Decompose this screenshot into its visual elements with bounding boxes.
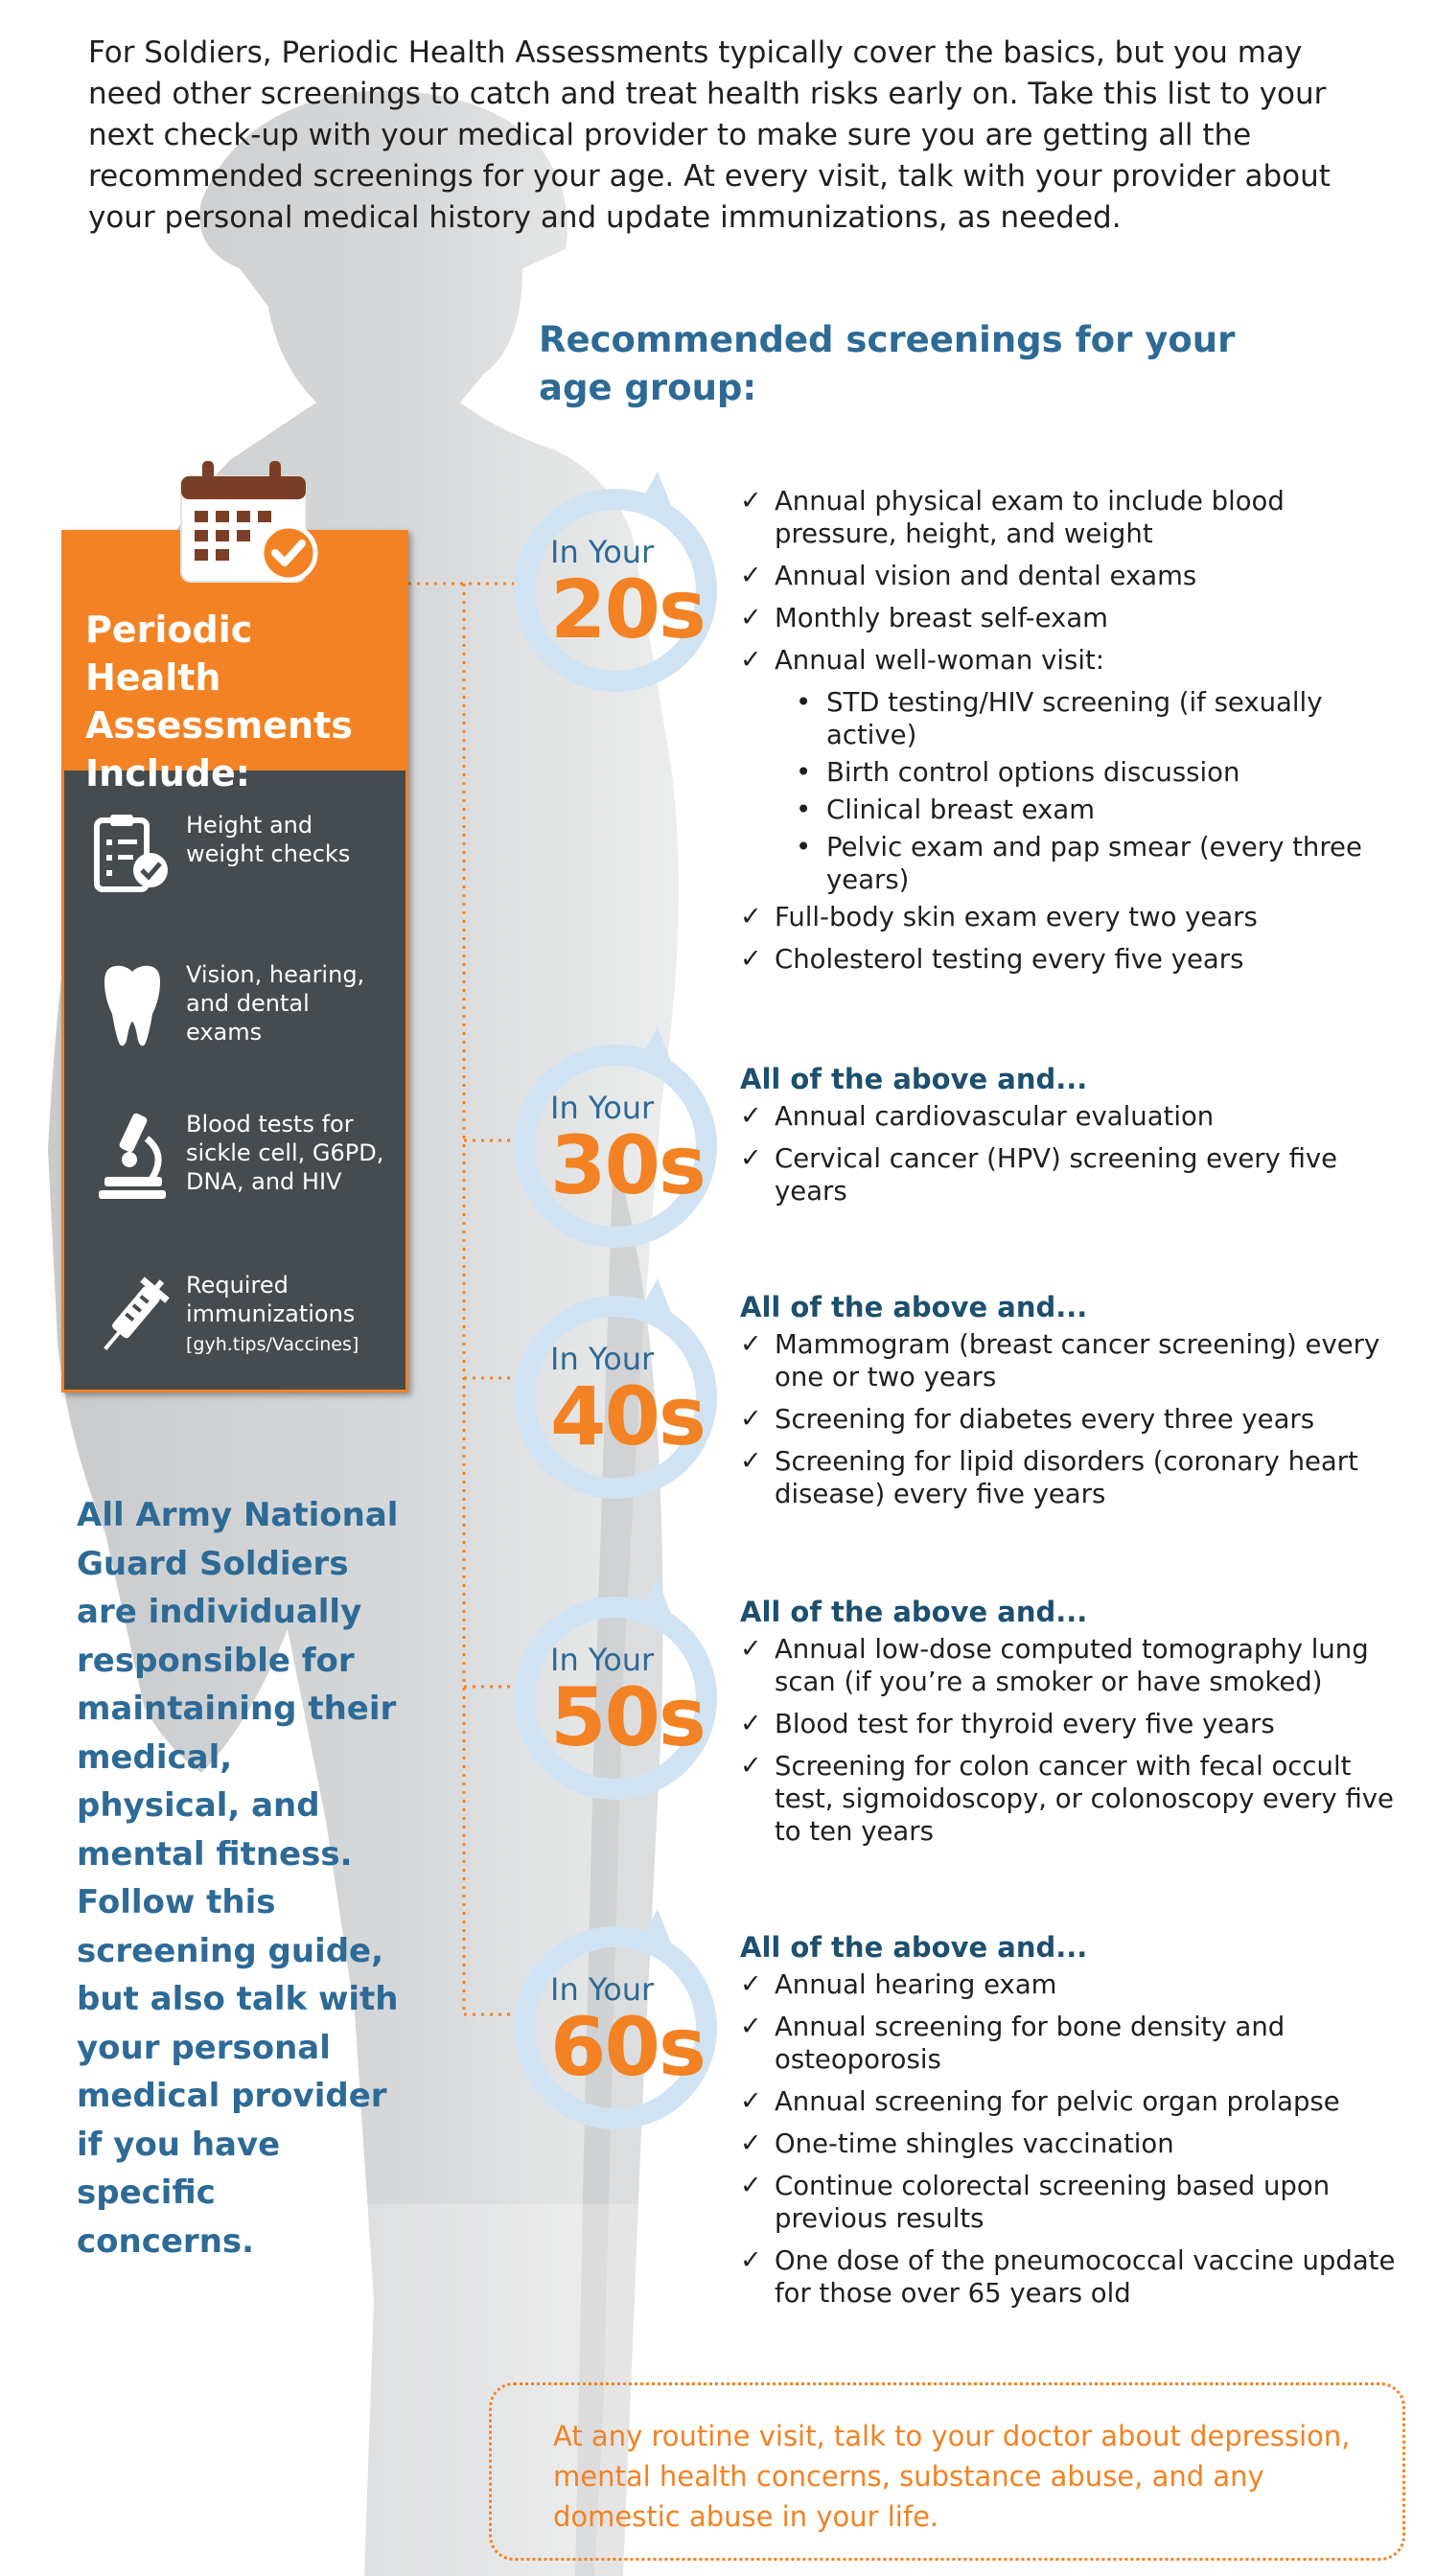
sub-list-item-text: STD testing/HIV screening (if sexually active) [826,687,1323,750]
list-item [740,644,1411,677]
list-item [740,1403,1411,1436]
list-item-text: Annual hearing exam [775,1969,1057,2000]
list-item-text: One dose of the pneumococcal vaccine update for those over 65 years old [775,2245,1396,2309]
list-item [740,2085,1411,2118]
list-item [740,2244,1411,2310]
sub-list-item-text: Birth control options discussion [826,757,1240,788]
pha-item [85,1271,392,1386]
list-item [740,1142,1411,1208]
list-header: All of the above and... [740,1291,1088,1323]
screening-list-30s [740,1058,1411,1217]
list-item-text: Screening for colon cancer with fecal occult test, sigmoidoscopy, or colonoscopy every five to ten years [775,1751,1394,1847]
age-number: 50s [550,1670,705,1764]
microscope-icon [91,1110,174,1202]
age-number: 60s [550,2000,705,2094]
check-icon: ✓ [740,902,762,932]
list-item-text: Cholesterol testing every five years [775,944,1244,975]
bullet-icon: • [796,794,812,825]
age-badge-30s [510,1024,721,1254]
age-number: 40s [550,1369,705,1463]
list-item [740,560,1411,592]
list-item-text: Annual screening for bone density and osteoporosis [775,2012,1285,2075]
check-icon: ✓ [740,645,762,675]
check-icon: ✓ [740,603,762,632]
list-item [740,901,1411,933]
vaccines-link[interactable]: [gyh.tips/Vaccines] [186,1334,359,1355]
list-item [740,1445,1411,1510]
list-item-text: Annual cardiovascular evaluation [775,1101,1215,1132]
check-icon: ✓ [740,1969,762,1999]
check-icon: ✓ [740,1329,762,1359]
check-icon: ✓ [740,1634,762,1664]
age-label: In Your [550,1090,655,1126]
screening-list-40s [740,1286,1411,1520]
pha-item [85,811,392,926]
list-item [740,1968,1411,2001]
screening-list-60s [740,1926,1411,2319]
recommended-screenings-heading: Recommended screenings for your age group: [539,319,1236,408]
list-item-text: Annual physical exam to include blood pressure, height, and weight [775,486,1285,549]
age-label: In Your [550,534,655,570]
pha-item-label-text: Required immunizations [186,1272,356,1327]
list-header: All of the above and... [740,1931,1088,1964]
age-number: 20s [550,563,705,656]
check-icon: ✓ [740,2128,762,2158]
pha-item [85,1110,392,1225]
check-icon: ✓ [740,2171,762,2200]
list-item-text: Annual screening for pelvic organ prolapse [775,2086,1340,2117]
age-label: In Your [550,1341,655,1377]
list-item-text: Annual low-dose computed tomography lung scan (if you’re a smoker or have smoked) [775,1634,1369,1697]
list-item [740,1100,1411,1133]
check-icon: ✓ [740,561,762,590]
check-icon: ✓ [740,2012,762,2041]
pha-item-label: Height and weight checks [186,812,351,867]
age-badge-60s [510,1905,721,2135]
check-icon: ✓ [740,486,762,516]
list-item-text: Continue colorectal screening based upon previous results [775,2171,1331,2234]
list-item-text: Mammogram (breast cancer screening) every one or two years [775,1329,1380,1392]
list-item [740,1708,1411,1740]
list-item [740,1750,1411,1848]
age-badge-40s [510,1275,721,1505]
intro-paragraph: For Soldiers, Periodic Health Assessments typically cover the basics, but you may need other screenings to catch and treat health risks early on. Take this list to your next check-up with your medical provider to make sure you are getting all the recommended screenings for your age. At every visit, talk with your provider about your personal medical history and update immunizations, as needed. [88,35,1331,235]
check-icon: ✓ [740,1446,762,1476]
age-number: 30s [550,1118,705,1212]
check-icon: ✓ [740,1751,762,1781]
list-item-text: Blood test for thyroid every five years [775,1709,1275,1739]
sub-list-item [740,831,1411,896]
check-icon: ✓ [740,1404,762,1434]
clipboard-check-icon [91,811,174,903]
bullet-icon: • [796,832,812,862]
tooth-icon [91,960,174,1052]
callout-text: At any routine visit, talk to your doctor about depression, mental health concerns, substance abuse, and any domestic abuse in your life. [553,2420,1351,2533]
sub-list-item-text: Pelvic exam and pap smear (every three years) [826,832,1362,895]
screening-list-50s [740,1591,1411,1857]
list-item-text: Monthly breast self-exam [775,603,1108,633]
age-badge-50s [510,1576,721,1806]
screening-list-20s [740,485,1411,985]
list-item [740,2011,1411,2076]
sub-list-item-text: Clinical breast exam [826,794,1096,825]
check-icon: ✓ [740,1709,762,1738]
pha-item [85,960,392,1075]
syringe-icon [91,1271,174,1363]
pha-title: Periodic Health Assessments Include: [85,609,353,794]
list-item-text: Annual well-woman visit: [775,645,1105,676]
check-icon: ✓ [740,1143,762,1173]
list-item [740,1328,1411,1393]
bullet-icon: • [796,757,812,788]
sub-list-item [740,794,1411,826]
pha-item-label [186,1271,392,1359]
sub-list-item [740,756,1411,789]
age-label: In Your [550,1971,655,2008]
list-item [740,2128,1411,2160]
list-item [740,1633,1411,1698]
list-item [740,602,1411,634]
age-badge-20s [510,468,721,698]
list-item-text: Full-body skin exam every two years [775,902,1258,932]
list-item [740,485,1411,550]
check-icon: ✓ [740,2245,762,2275]
pha-item-label: Vision, hearing, and dental exams [186,961,365,1046]
age-label: In Your [550,1642,655,1678]
bullet-icon: • [796,687,812,718]
pha-item-label: Blood tests for sickle cell, G6PD, DNA, and HIV [186,1111,384,1195]
periodic-health-assessments-panel [61,530,408,1392]
calendar-check-icon [175,457,325,587]
list-header: All of the above and... [740,1063,1088,1095]
list-item-text: Screening for diabetes every three years [775,1404,1315,1435]
list-item-text: One-time shingles vaccination [775,2128,1174,2159]
list-item [740,943,1411,976]
list-item-text: Annual vision and dental exams [775,561,1197,591]
list-header: All of the above and... [740,1596,1088,1628]
check-icon: ✓ [740,944,762,974]
list-item-text: Screening for lipid disorders (coronary heart disease) every five years [775,1446,1358,1509]
check-icon: ✓ [740,1101,762,1131]
army-guard-statement: All Army National Guard Soldiers are individually responsible for maintaining their medical, physical, and mental fitness. Follow this screening guide, but also talk with your personal medical provider if you have specific concerns. [77,1496,399,2261]
sub-list-item [740,686,1411,751]
check-icon: ✓ [740,2086,762,2116]
list-item-text: Cervical cancer (HPV) screening every five years [775,1143,1338,1207]
routine-visit-callout [489,2382,1405,2561]
list-item [740,2170,1411,2235]
